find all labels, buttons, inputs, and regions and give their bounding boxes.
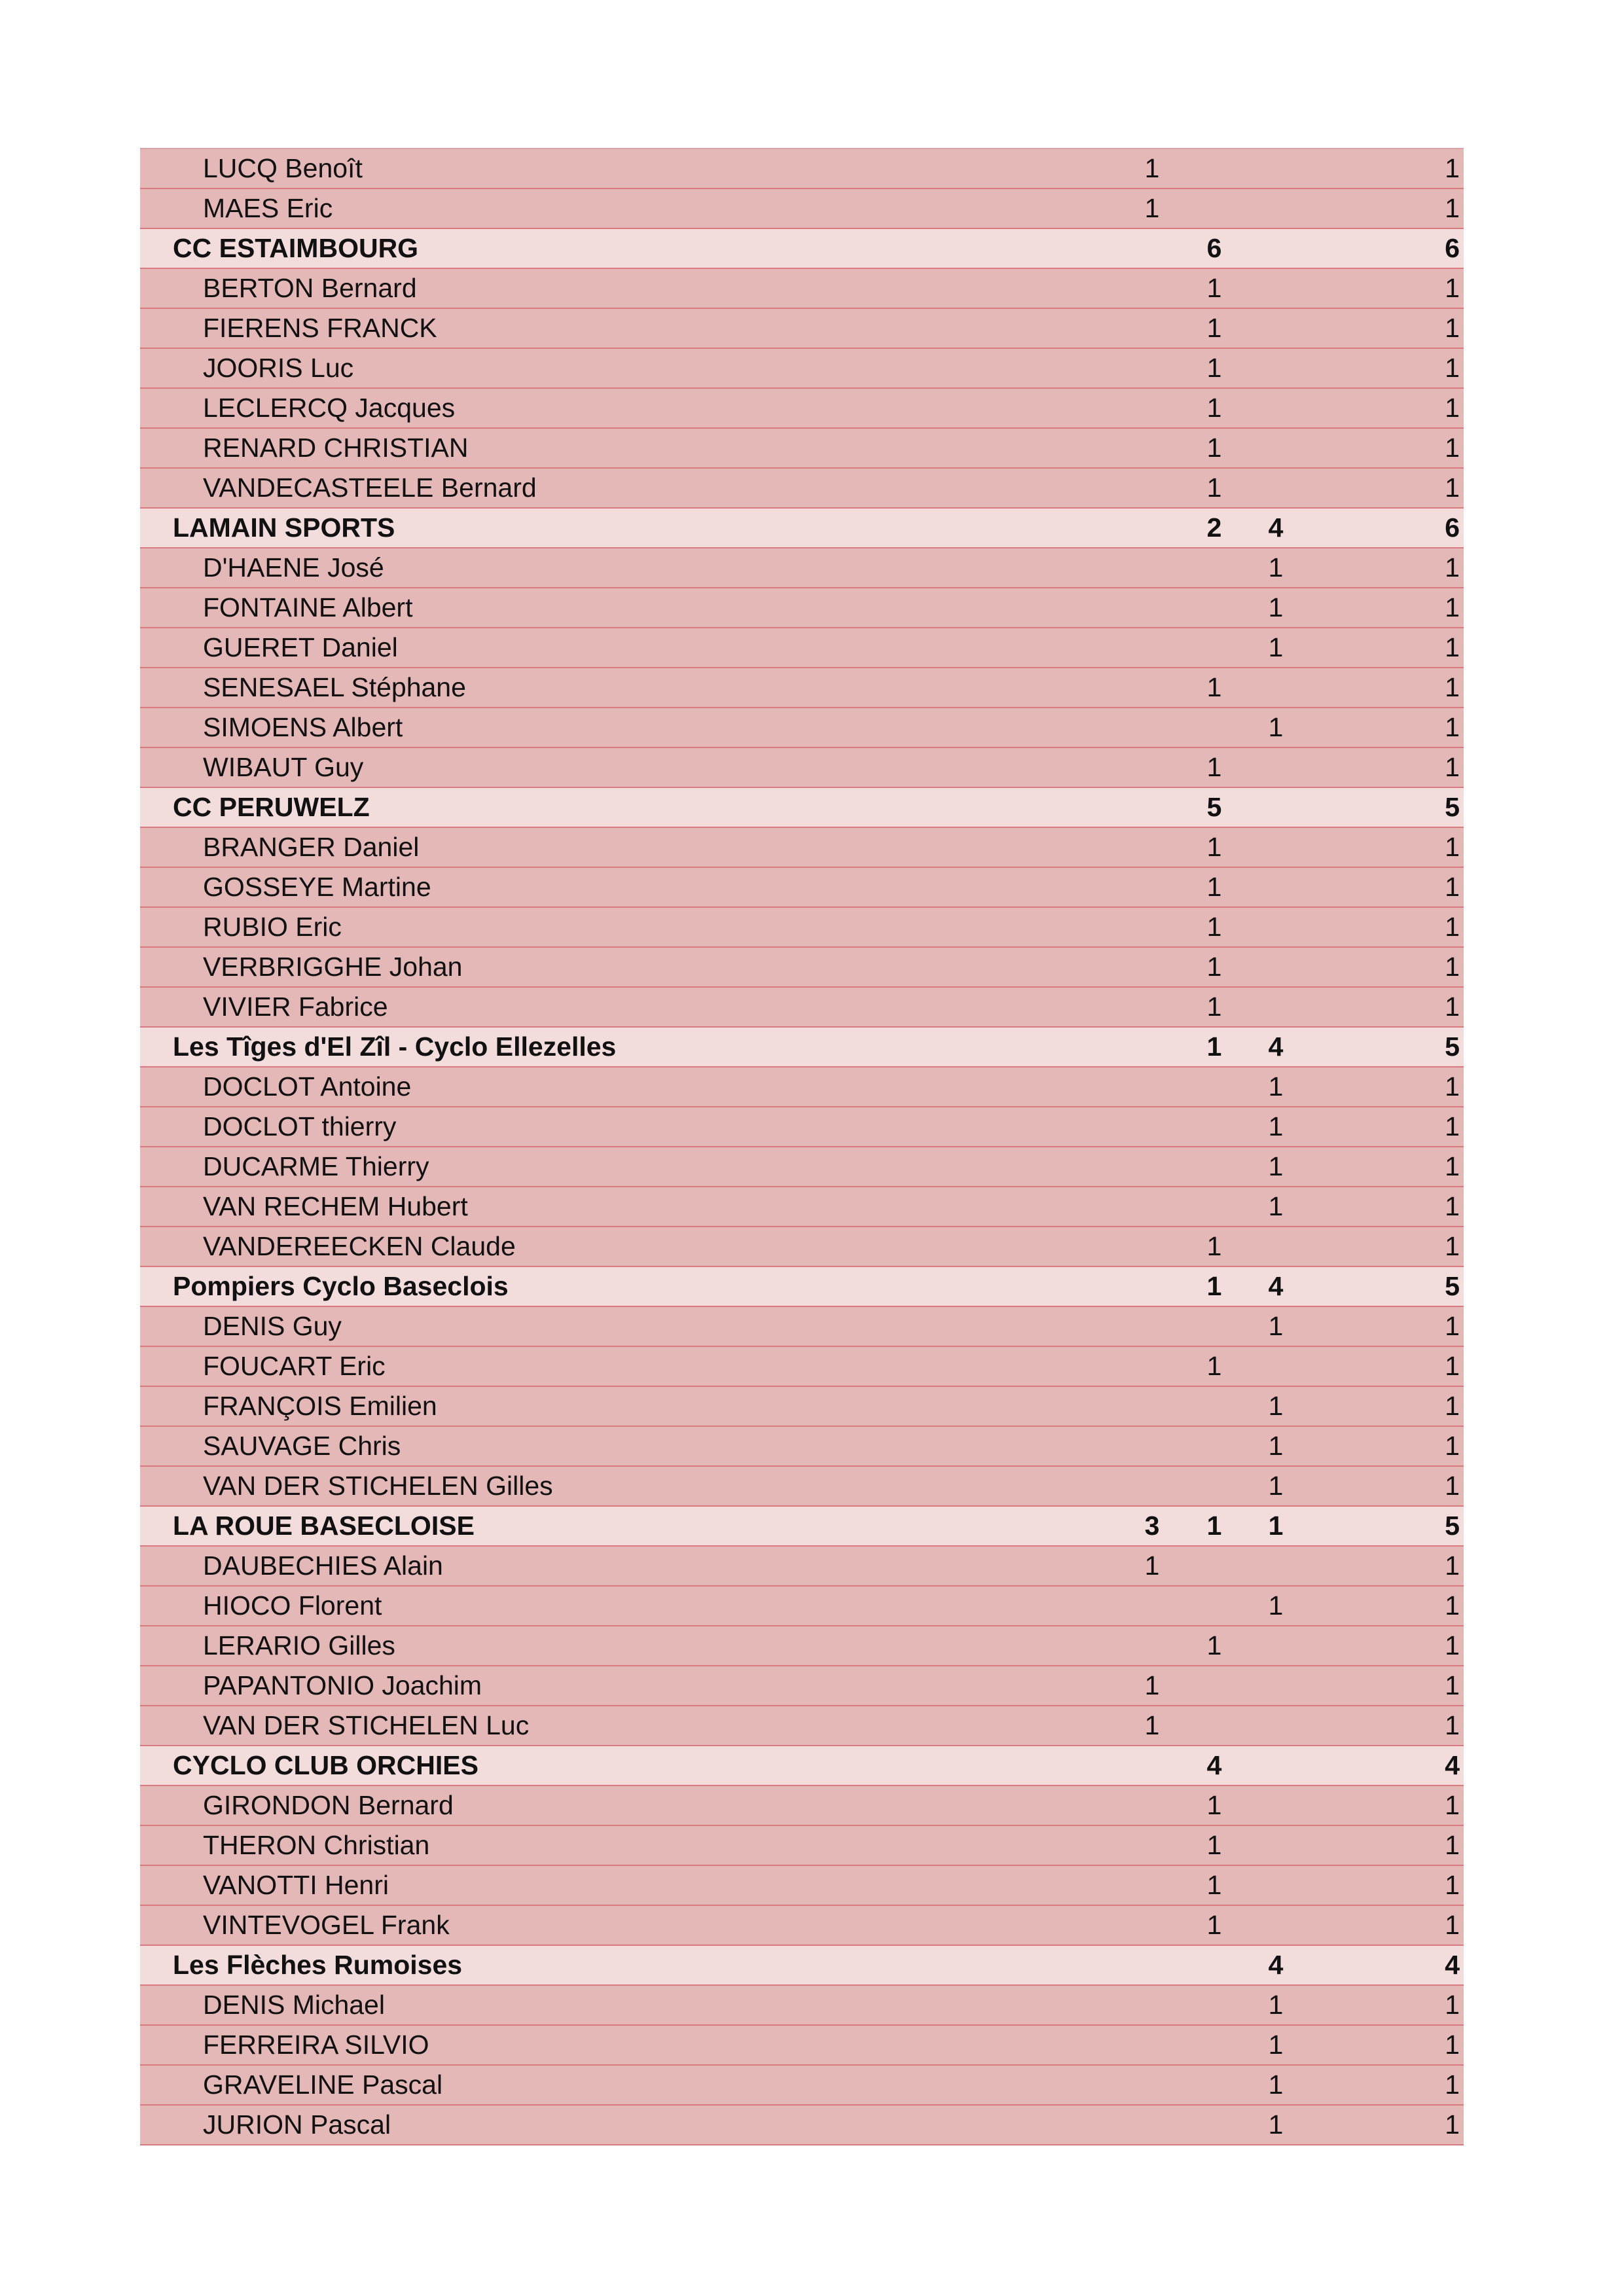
count-col-1: 1 xyxy=(1144,1670,1160,1700)
row-total: 1 xyxy=(1445,1710,1460,1740)
row-name: JOORIS Luc xyxy=(203,353,354,383)
count-col-3: 1 xyxy=(1268,1151,1284,1181)
row-total: 1 xyxy=(1445,1391,1460,1421)
count-col-3: 1 xyxy=(1268,592,1284,622)
count-col-2: 1 xyxy=(1206,672,1222,702)
count-col-2: 1 xyxy=(1206,872,1222,902)
member-row xyxy=(140,389,1464,429)
row-name: BERTON Bernard xyxy=(203,273,417,303)
row-total: 1 xyxy=(1445,153,1460,183)
club-row xyxy=(140,1946,1464,1986)
member-row xyxy=(140,429,1464,469)
row-name: SAUVAGE Chris xyxy=(203,1431,401,1461)
row-name: DUCARME Thierry xyxy=(203,1151,429,1181)
row-name: WIBAUT Guy xyxy=(203,752,364,782)
row-total: 1 xyxy=(1445,1630,1460,1660)
row-name: CYCLO CLUB ORCHIES xyxy=(173,1750,478,1780)
row-total: 1 xyxy=(1445,1910,1460,1940)
count-col-3: 1 xyxy=(1268,2109,1284,2140)
member-row xyxy=(140,948,1464,988)
member-row xyxy=(140,1347,1464,1387)
count-col-2: 1 xyxy=(1206,1511,1222,1541)
row-name: VINTEVOGEL Frank xyxy=(203,1910,450,1940)
member-row xyxy=(140,1866,1464,1906)
count-col-3: 4 xyxy=(1268,1271,1284,1301)
row-total: 1 xyxy=(1445,552,1460,583)
row-name: FONTAINE Albert xyxy=(203,592,413,622)
row-total: 6 xyxy=(1445,233,1460,263)
club-row xyxy=(140,1267,1464,1307)
member-row xyxy=(140,988,1464,1028)
row-total: 5 xyxy=(1445,1031,1460,1062)
row-name: DENIS Guy xyxy=(203,1311,342,1341)
member-row xyxy=(140,1666,1464,1706)
row-total: 1 xyxy=(1445,313,1460,343)
count-col-2: 4 xyxy=(1206,1750,1222,1780)
row-total: 1 xyxy=(1445,912,1460,942)
member-row xyxy=(140,1706,1464,1746)
row-total: 4 xyxy=(1445,1750,1460,1780)
count-col-3: 1 xyxy=(1268,1431,1284,1461)
count-col-2: 1 xyxy=(1206,273,1222,303)
club-row xyxy=(140,509,1464,548)
member-row xyxy=(140,1986,1464,2026)
member-row xyxy=(140,1626,1464,1666)
row-total: 4 xyxy=(1445,1950,1460,1980)
row-total: 1 xyxy=(1445,1551,1460,1581)
count-col-2: 1 xyxy=(1206,992,1222,1022)
row-name: VAN DER STICHELEN Luc xyxy=(203,1710,530,1740)
row-total: 1 xyxy=(1445,1670,1460,1700)
row-total: 1 xyxy=(1445,872,1460,902)
count-col-3: 4 xyxy=(1268,1031,1284,1062)
count-col-2: 1 xyxy=(1206,752,1222,782)
row-total: 1 xyxy=(1445,992,1460,1022)
row-total: 1 xyxy=(1445,1431,1460,1461)
row-name: LUCQ Benoît xyxy=(203,153,363,183)
row-total: 5 xyxy=(1445,1271,1460,1301)
count-col-3: 1 xyxy=(1268,632,1284,662)
count-col-3: 1 xyxy=(1268,2030,1284,2060)
row-name: Les Tîges d'El Zîl - Cyclo Ellezelles xyxy=(173,1031,617,1062)
row-name: LECLERCQ Jacques xyxy=(203,393,456,423)
count-col-2: 1 xyxy=(1206,1630,1222,1660)
count-col-3: 1 xyxy=(1268,1511,1284,1541)
count-col-2: 1 xyxy=(1206,1231,1222,1261)
row-total: 1 xyxy=(1445,1471,1460,1501)
row-name: GRAVELINE Pascal xyxy=(203,2070,443,2100)
member-row xyxy=(140,1427,1464,1467)
count-col-2: 1 xyxy=(1206,1830,1222,1860)
row-name: CC ESTAIMBOURG xyxy=(173,233,419,263)
row-name: VANOTTI Henri xyxy=(203,1870,389,1900)
count-col-2: 1 xyxy=(1206,912,1222,942)
count-col-1: 1 xyxy=(1144,153,1160,183)
member-row xyxy=(140,1547,1464,1587)
count-col-2: 6 xyxy=(1206,233,1222,263)
row-name: RENARD CHRISTIAN xyxy=(203,433,469,463)
member-row xyxy=(140,2066,1464,2106)
row-total: 1 xyxy=(1445,1590,1460,1621)
row-total: 1 xyxy=(1445,1990,1460,2020)
row-total: 5 xyxy=(1445,1511,1460,1541)
member-row xyxy=(140,349,1464,389)
row-name: LERARIO Gilles xyxy=(203,1630,395,1660)
count-col-2: 1 xyxy=(1206,353,1222,383)
row-total: 1 xyxy=(1445,2030,1460,2060)
count-col-3: 4 xyxy=(1268,1950,1284,1980)
count-col-2: 5 xyxy=(1206,792,1222,822)
row-total: 1 xyxy=(1445,1311,1460,1341)
club-row xyxy=(140,229,1464,269)
club-row xyxy=(140,1746,1464,1786)
row-total: 1 xyxy=(1445,2070,1460,2100)
row-name: PAPANTONIO Joachim xyxy=(203,1670,482,1700)
row-name: Les Flèches Rumoises xyxy=(173,1950,463,1980)
count-col-2: 1 xyxy=(1206,832,1222,862)
row-name: VANDECASTEELE Bernard xyxy=(203,473,537,503)
count-col-3: 1 xyxy=(1268,1471,1284,1501)
member-row xyxy=(140,2026,1464,2066)
member-row xyxy=(140,1187,1464,1227)
member-row xyxy=(140,548,1464,588)
count-col-2: 1 xyxy=(1206,952,1222,982)
row-total: 1 xyxy=(1445,1231,1460,1261)
count-col-1: 1 xyxy=(1144,1551,1160,1581)
row-total: 1 xyxy=(1445,1071,1460,1102)
count-col-1: 3 xyxy=(1144,1511,1160,1541)
row-name: GIRONDON Bernard xyxy=(203,1790,454,1820)
count-col-2: 1 xyxy=(1206,1870,1222,1900)
member-row xyxy=(140,269,1464,309)
member-row xyxy=(140,1307,1464,1347)
member-row xyxy=(140,588,1464,628)
member-row xyxy=(140,708,1464,748)
row-total: 1 xyxy=(1445,1830,1460,1860)
row-name: HIOCO Florent xyxy=(203,1590,382,1621)
row-name: FIERENS FRANCK xyxy=(203,313,437,343)
row-name: VERBRIGGHE Johan xyxy=(203,952,463,982)
row-total: 1 xyxy=(1445,1111,1460,1141)
results-table xyxy=(140,148,1464,2145)
row-total: 1 xyxy=(1445,672,1460,702)
count-col-2: 1 xyxy=(1206,1031,1222,1062)
count-col-1: 1 xyxy=(1144,1710,1160,1740)
member-row xyxy=(140,149,1464,189)
count-col-2: 1 xyxy=(1206,313,1222,343)
row-total: 6 xyxy=(1445,512,1460,543)
member-row xyxy=(140,1587,1464,1626)
member-row xyxy=(140,1387,1464,1427)
count-col-3: 1 xyxy=(1268,712,1284,742)
club-row xyxy=(140,788,1464,828)
row-total: 1 xyxy=(1445,712,1460,742)
member-row xyxy=(140,309,1464,349)
member-row xyxy=(140,628,1464,668)
member-row xyxy=(140,189,1464,229)
row-name: D'HAENE José xyxy=(203,552,384,583)
row-name: Pompiers Cyclo Baseclois xyxy=(173,1271,509,1301)
row-name: CC PERUWELZ xyxy=(173,792,370,822)
member-row xyxy=(140,868,1464,908)
row-total: 1 xyxy=(1445,2109,1460,2140)
count-col-3: 1 xyxy=(1268,1111,1284,1141)
row-total: 1 xyxy=(1445,353,1460,383)
row-total: 1 xyxy=(1445,1191,1460,1221)
row-name: LA ROUE BASECLOISE xyxy=(173,1511,475,1541)
member-row xyxy=(140,668,1464,708)
member-row xyxy=(140,2106,1464,2145)
row-name: FERREIRA SILVIO xyxy=(203,2030,429,2060)
member-row xyxy=(140,1906,1464,1946)
count-col-2: 1 xyxy=(1206,1271,1222,1301)
row-total: 1 xyxy=(1445,632,1460,662)
count-col-3: 1 xyxy=(1268,1990,1284,2020)
count-col-2: 1 xyxy=(1206,393,1222,423)
row-name: GOSSEYE Martine xyxy=(203,872,431,902)
count-col-3: 1 xyxy=(1268,552,1284,583)
row-total: 1 xyxy=(1445,832,1460,862)
row-name: VAN DER STICHELEN Gilles xyxy=(203,1471,553,1501)
row-name: VAN RECHEM Hubert xyxy=(203,1191,468,1221)
row-total: 1 xyxy=(1445,393,1460,423)
row-name: DENIS Michael xyxy=(203,1990,385,2020)
row-total: 1 xyxy=(1445,752,1460,782)
count-col-2: 1 xyxy=(1206,1790,1222,1820)
count-col-2: 1 xyxy=(1206,433,1222,463)
row-name: DOCLOT Antoine xyxy=(203,1071,412,1102)
count-col-2: 2 xyxy=(1206,512,1222,543)
member-row xyxy=(140,828,1464,868)
row-name: RUBIO Eric xyxy=(203,912,342,942)
member-row xyxy=(140,908,1464,948)
row-total: 1 xyxy=(1445,193,1460,223)
row-total: 5 xyxy=(1445,792,1460,822)
member-row xyxy=(140,1826,1464,1866)
row-total: 1 xyxy=(1445,1790,1460,1820)
row-name: BRANGER Daniel xyxy=(203,832,420,862)
count-col-2: 1 xyxy=(1206,1351,1222,1381)
row-total: 1 xyxy=(1445,473,1460,503)
count-col-3: 1 xyxy=(1268,1391,1284,1421)
count-col-3: 1 xyxy=(1268,1311,1284,1341)
row-name: JURION Pascal xyxy=(203,2109,391,2140)
row-name: SIMOENS Albert xyxy=(203,712,403,742)
row-name: FRANÇOIS Emilien xyxy=(203,1391,437,1421)
count-col-3: 1 xyxy=(1268,2070,1284,2100)
club-row xyxy=(140,1507,1464,1547)
count-col-3: 1 xyxy=(1268,1191,1284,1221)
row-name: MAES Eric xyxy=(203,193,333,223)
count-col-3: 1 xyxy=(1268,1071,1284,1102)
count-col-1: 1 xyxy=(1144,193,1160,223)
row-name: DOCLOT thierry xyxy=(203,1111,397,1141)
member-row xyxy=(140,1107,1464,1147)
count-col-2: 1 xyxy=(1206,473,1222,503)
row-total: 1 xyxy=(1445,433,1460,463)
row-name: LAMAIN SPORTS xyxy=(173,512,395,543)
row-total: 1 xyxy=(1445,952,1460,982)
member-row xyxy=(140,469,1464,509)
row-name: GUERET Daniel xyxy=(203,632,398,662)
row-name: DAUBECHIES Alain xyxy=(203,1551,443,1581)
count-col-3: 1 xyxy=(1268,1590,1284,1621)
row-total: 1 xyxy=(1445,1870,1460,1900)
row-name: VIVIER Fabrice xyxy=(203,992,388,1022)
row-name: VANDEREECKEN Claude xyxy=(203,1231,516,1261)
count-col-2: 1 xyxy=(1206,1910,1222,1940)
member-row xyxy=(140,1067,1464,1107)
member-row xyxy=(140,1227,1464,1267)
row-total: 1 xyxy=(1445,1151,1460,1181)
row-name: FOUCART Eric xyxy=(203,1351,386,1381)
row-name: SENESAEL Stéphane xyxy=(203,672,466,702)
row-total: 1 xyxy=(1445,273,1460,303)
member-row xyxy=(140,1786,1464,1826)
row-total: 1 xyxy=(1445,592,1460,622)
count-col-3: 4 xyxy=(1268,512,1284,543)
club-row xyxy=(140,1028,1464,1067)
row-name: THERON Christian xyxy=(203,1830,430,1860)
member-row xyxy=(140,1147,1464,1187)
row-total: 1 xyxy=(1445,1351,1460,1381)
member-row xyxy=(140,748,1464,788)
member-row xyxy=(140,1467,1464,1507)
